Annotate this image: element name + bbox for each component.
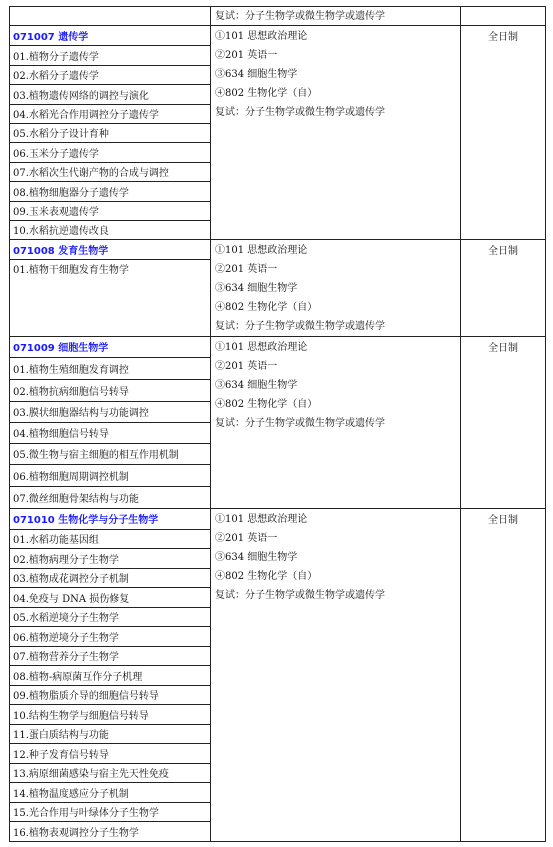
study-mode-cell [461, 337, 546, 509]
directions-cell [10, 509, 211, 842]
exam-subjects-cell [211, 337, 461, 509]
exam-line: ②201 英语一 [215, 533, 278, 544]
program-table [9, 6, 546, 842]
exam-line: ②201 英语一 [215, 50, 278, 61]
direction-item: 16.植物表观调控分子生物学 [13, 827, 139, 839]
direction-item: 07.植物营养分子生物学 [10, 646, 210, 665]
direction-item: 08.植物-病原菌互作分子机理 [10, 665, 210, 685]
continuation-exam-cell [211, 7, 461, 26]
study-mode: 全日制 [488, 246, 518, 257]
direction-item: 05.微生物与宿主细胞的相互作用机制 [10, 443, 210, 464]
direction-item: 03.膜状细胞器结构与功能调控 [10, 401, 210, 422]
exam-line: ④802 生物化学（自） [215, 399, 318, 410]
continuation-row [10, 7, 546, 26]
direction-item: 14.植物温度感应分子机制 [10, 782, 210, 802]
exam-line: ③634 细胞生物学 [215, 380, 298, 391]
direction-item: 02.水稻分子遗传学 [10, 65, 210, 84]
exam-line: ②201 英语一 [215, 361, 278, 372]
direction-item: 03.植物成花调控分子机制 [10, 568, 210, 587]
direction-item: 06.植物细胞周期调控机制 [10, 464, 210, 486]
exam-line: ①101 思想政治理论 [215, 514, 308, 525]
direction-list [10, 240, 210, 278]
exam-line: ④802 生物化学（自） [215, 88, 318, 99]
program-header: 071010 生物化学与分子生物学 [10, 509, 210, 529]
program-row-071008 [10, 240, 546, 337]
direction-item: 02.植物病理分子生物学 [10, 548, 210, 568]
direction-item: 09.玉米表观遗传学 [10, 201, 210, 220]
direction-item: 06.植物逆境分子生物学 [10, 626, 210, 646]
exam-line: 复试：分子生物学或微生物学或遗传学 [215, 418, 385, 429]
continuation-cell-empty [10, 7, 211, 26]
continuation-mode-cell [461, 7, 546, 26]
exam-line: ①101 思想政治理论 [215, 245, 308, 256]
direction-item: 15.光合作用与叶绿体分子生物学 [10, 802, 210, 821]
exam-line: ③634 细胞生物学 [215, 283, 298, 294]
direction-item: 01.植物分子遗传学 [10, 45, 210, 65]
program-header: 071007 遗传学 [10, 26, 210, 45]
direction-item: 01.植物生殖细胞发育调控 [10, 357, 210, 379]
exam-line: ④802 生物化学（自） [215, 571, 318, 582]
direction-list [10, 26, 210, 239]
study-mode-cell [461, 509, 546, 842]
program-row-071009 [10, 337, 546, 509]
study-mode: 全日制 [488, 515, 518, 526]
program-header: 071008 发育生物学 [10, 240, 210, 259]
direction-item: 04.植物细胞信号转导 [10, 422, 210, 443]
direction-list [10, 509, 210, 841]
exam-line: ④802 生物化学（自） [215, 302, 318, 313]
exam-subjects-cell [211, 26, 461, 240]
exam-line: ③634 细胞生物学 [215, 69, 298, 80]
exam-line: 复试：分子生物学或微生物学或遗传学 [215, 590, 385, 601]
direction-item: 06.玉米分子遗传学 [10, 142, 210, 162]
exam-line: ②201 英语一 [215, 264, 278, 275]
study-mode-cell [461, 240, 546, 337]
direction-item: 10.水稻抗逆遗传改良 [13, 226, 109, 238]
program-row-071007 [10, 26, 546, 240]
exam-line: 复试：分子生物学或微生物学或遗传学 [215, 321, 385, 332]
program-header: 071009 细胞生物学 [10, 337, 210, 357]
direction-item: 09.植物脂质介导的细胞信号转导 [10, 685, 210, 704]
direction-item: 01.水稻功能基因组 [10, 529, 210, 548]
exam-line: ③634 细胞生物学 [215, 552, 298, 563]
study-mode: 全日制 [488, 343, 518, 354]
direction-item: 03.植物遗传网络的调控与演化 [10, 84, 210, 104]
study-mode: 全日制 [488, 32, 518, 43]
exam-line: ①101 思想政治理论 [215, 31, 308, 42]
direction-item: 11.蛋白质结构与功能 [10, 724, 210, 743]
exam-line: ①101 思想政治理论 [215, 342, 308, 353]
direction-item: 05.水稻分子设计育种 [10, 123, 210, 142]
exam-line: 复试：分子生物学或微生物学或遗传学 [215, 11, 385, 22]
exam-subjects-cell [211, 240, 461, 337]
direction-item: 13.病原细菌感染与宿主先天性免疫 [10, 763, 210, 782]
direction-item: 12.种子发育信号转导 [10, 743, 210, 763]
study-mode-cell [461, 26, 546, 240]
direction-item: 07.水稻次生代谢产物的合成与调控 [10, 162, 210, 181]
direction-list [10, 337, 210, 508]
direction-item: 07.微丝细胞骨架结构与功能 [13, 493, 139, 505]
direction-item: 04.免疫与 DNA 损伤修复 [10, 587, 210, 607]
exam-line: 复试：分子生物学或微生物学或遗传学 [215, 107, 385, 118]
program-row-071010 [10, 509, 546, 842]
directions-cell [10, 337, 211, 509]
direction-item: 01.植物干细胞发育生物学 [13, 265, 129, 277]
direction-item: 05.水稻逆境分子生物学 [10, 607, 210, 626]
directions-cell [10, 240, 211, 337]
directions-cell [10, 26, 211, 240]
direction-item: 08.植物细胞器分子遗传学 [10, 181, 210, 201]
direction-item: 02.植物抗病细胞信号转导 [10, 379, 210, 401]
exam-subjects-cell [211, 509, 461, 842]
direction-item: 04.水稻光合作用调控分子遗传学 [10, 104, 210, 123]
direction-item: 10.结构生物学与细胞信号转导 [10, 704, 210, 724]
